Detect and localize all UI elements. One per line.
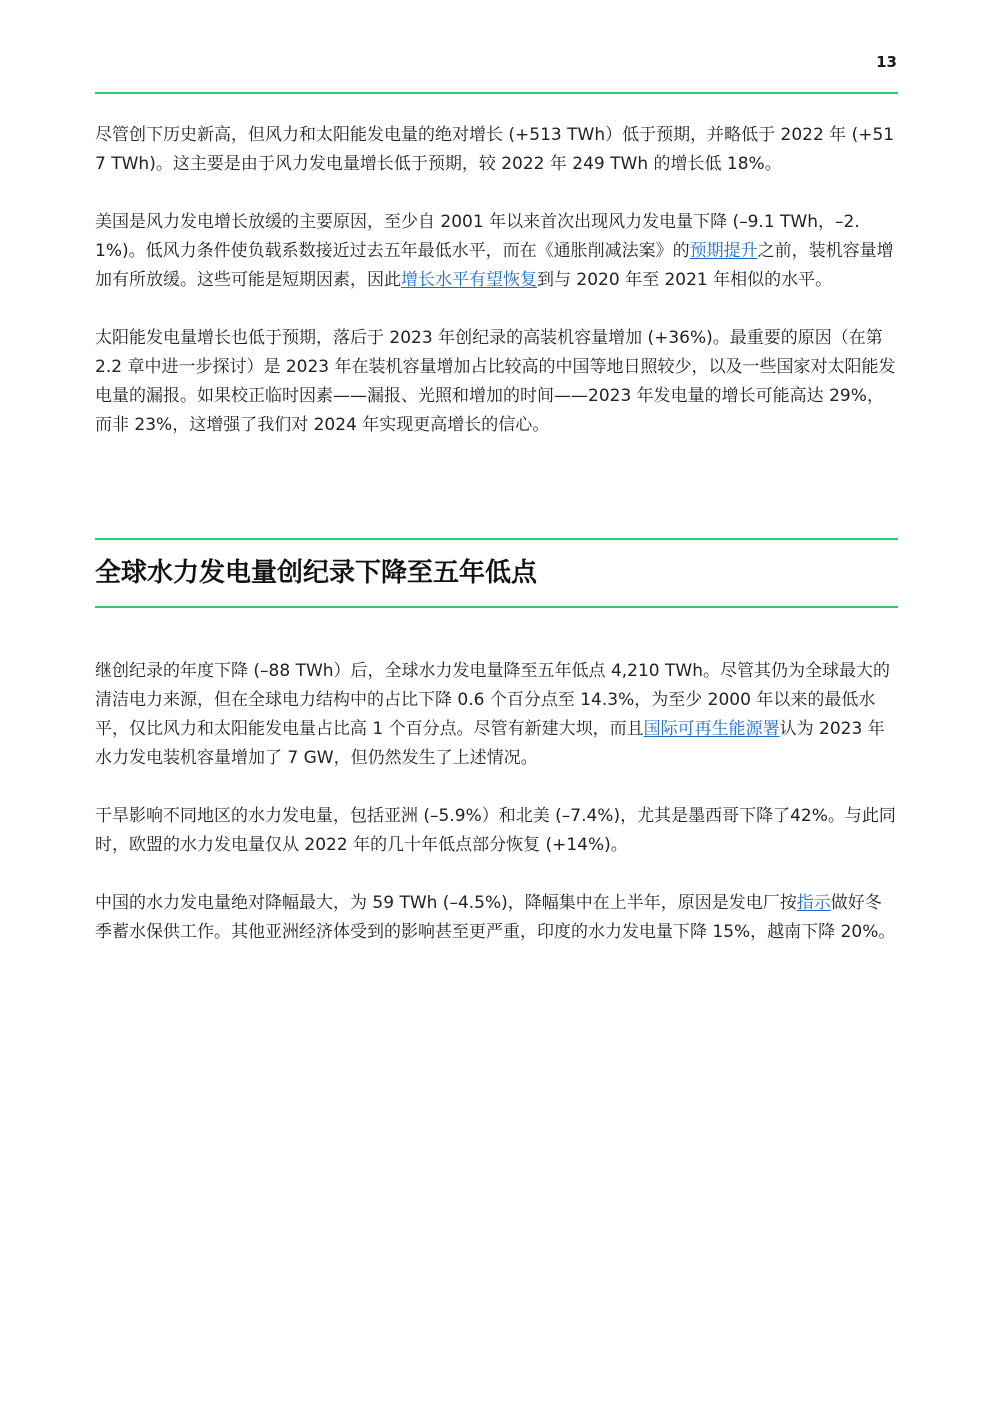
paragraph-us-wind [95,208,898,295]
paragraph-text: 之前，装机容量增加有所放缓。这些可能是短期因素，因此 [95,241,894,290]
link-growth-recovery[interactable]: 增长水平有望恢复 [401,270,537,290]
paragraph-text: 继创纪录的年度下降 (–88 TWh）后，全球水力发电量降至五年低点 4,210 TWh。尽管其仍为全球最大的清洁电力来源，但在全球电力结构中的占比下降 0.6 个百分点至 14.3%，为至少 2000 年以来的最低水平，仅比风力和太阳能发电量占比高 1 个百分点。尽管有新建大坝，而且 [95,661,890,739]
paragraph-text: 美国是风力发电增长放缓的主要原因，至少自 2001 年以来首次出现风力发电量下降 (–9.1 TWh，–2.1%)。低风力条件使负载系数接近过去五年最低水平，而在《通胀削减法案》的 [95,212,860,261]
paragraph-text: 做好冬季蓄水保供工作。其他亚洲经济体受到的影响甚至更严重，印度的水力发电量下降 15%，越南下降 20%。 [95,893,896,942]
link-expected-boost[interactable]: 预期提升 [689,241,758,261]
top-divider [95,92,898,94]
paragraph-text: 认为 2023 年水力发电装机容量增加了 7 GW，但仍然发生了上述情况。 [95,719,885,768]
paragraph-wind-solar-growth: 尽管创下历史新高，但风力和太阳能发电量的绝对增长 (+513 TWh）低于预期，并略低于 2022 年 (+517 TWh)。这主要是由于风力发电量增长低于预期，较 2022 年 249 TWh 的增长低 18%。 [95,125,895,174]
heading-bottom-divider [95,606,898,608]
link-irena[interactable]: 国际可再生能源署 [643,719,780,739]
hydro-text-block [95,657,898,976]
paragraph-hydro-decline [95,657,898,773]
intro-text-block [95,121,898,469]
paragraph-text: 中国的水力发电量绝对降幅最大，为 59 TWh (–4.5%)，降幅集中在上半年，原因是发电厂按 [95,893,797,913]
link-instruction[interactable]: 指示 [796,893,831,913]
section-heading-hydro: 全球水力发电量创纪录下降至五年低点 [95,558,538,588]
page-number: 13 [876,53,897,71]
paragraph-china-hydro [95,889,898,947]
paragraph-text: 到与 2020 年至 2021 年相似的水平。 [537,270,833,290]
paragraph-drought: 干旱影响不同地区的水力发电量，包括亚洲 (–5.9%）和北美 (–7.4%)，尤其是墨西哥下降了42%。与此同时，欧盟的水力发电量仅从 2022 年的几十年低点部分恢复 (+14%)。 [95,806,896,855]
heading-top-divider [95,538,898,540]
paragraph-solar-growth: 太阳能发电量增长也低于预期，落后于 2023 年创纪录的高装机容量增加 (+36%)。最重要的原因（在第 2.2 章中进一步探讨）是 2023 年在装机容量增加占比较高的中国等地日照较少，以及一些国家对太阳能发电量的漏报。如果校正临时因素——漏报、光照和增加的时间——2023 年发电量的增长可能高达 29%，而非 23%，这增强了我们对 2024 年实现更高增长的信心。 [95,328,896,435]
